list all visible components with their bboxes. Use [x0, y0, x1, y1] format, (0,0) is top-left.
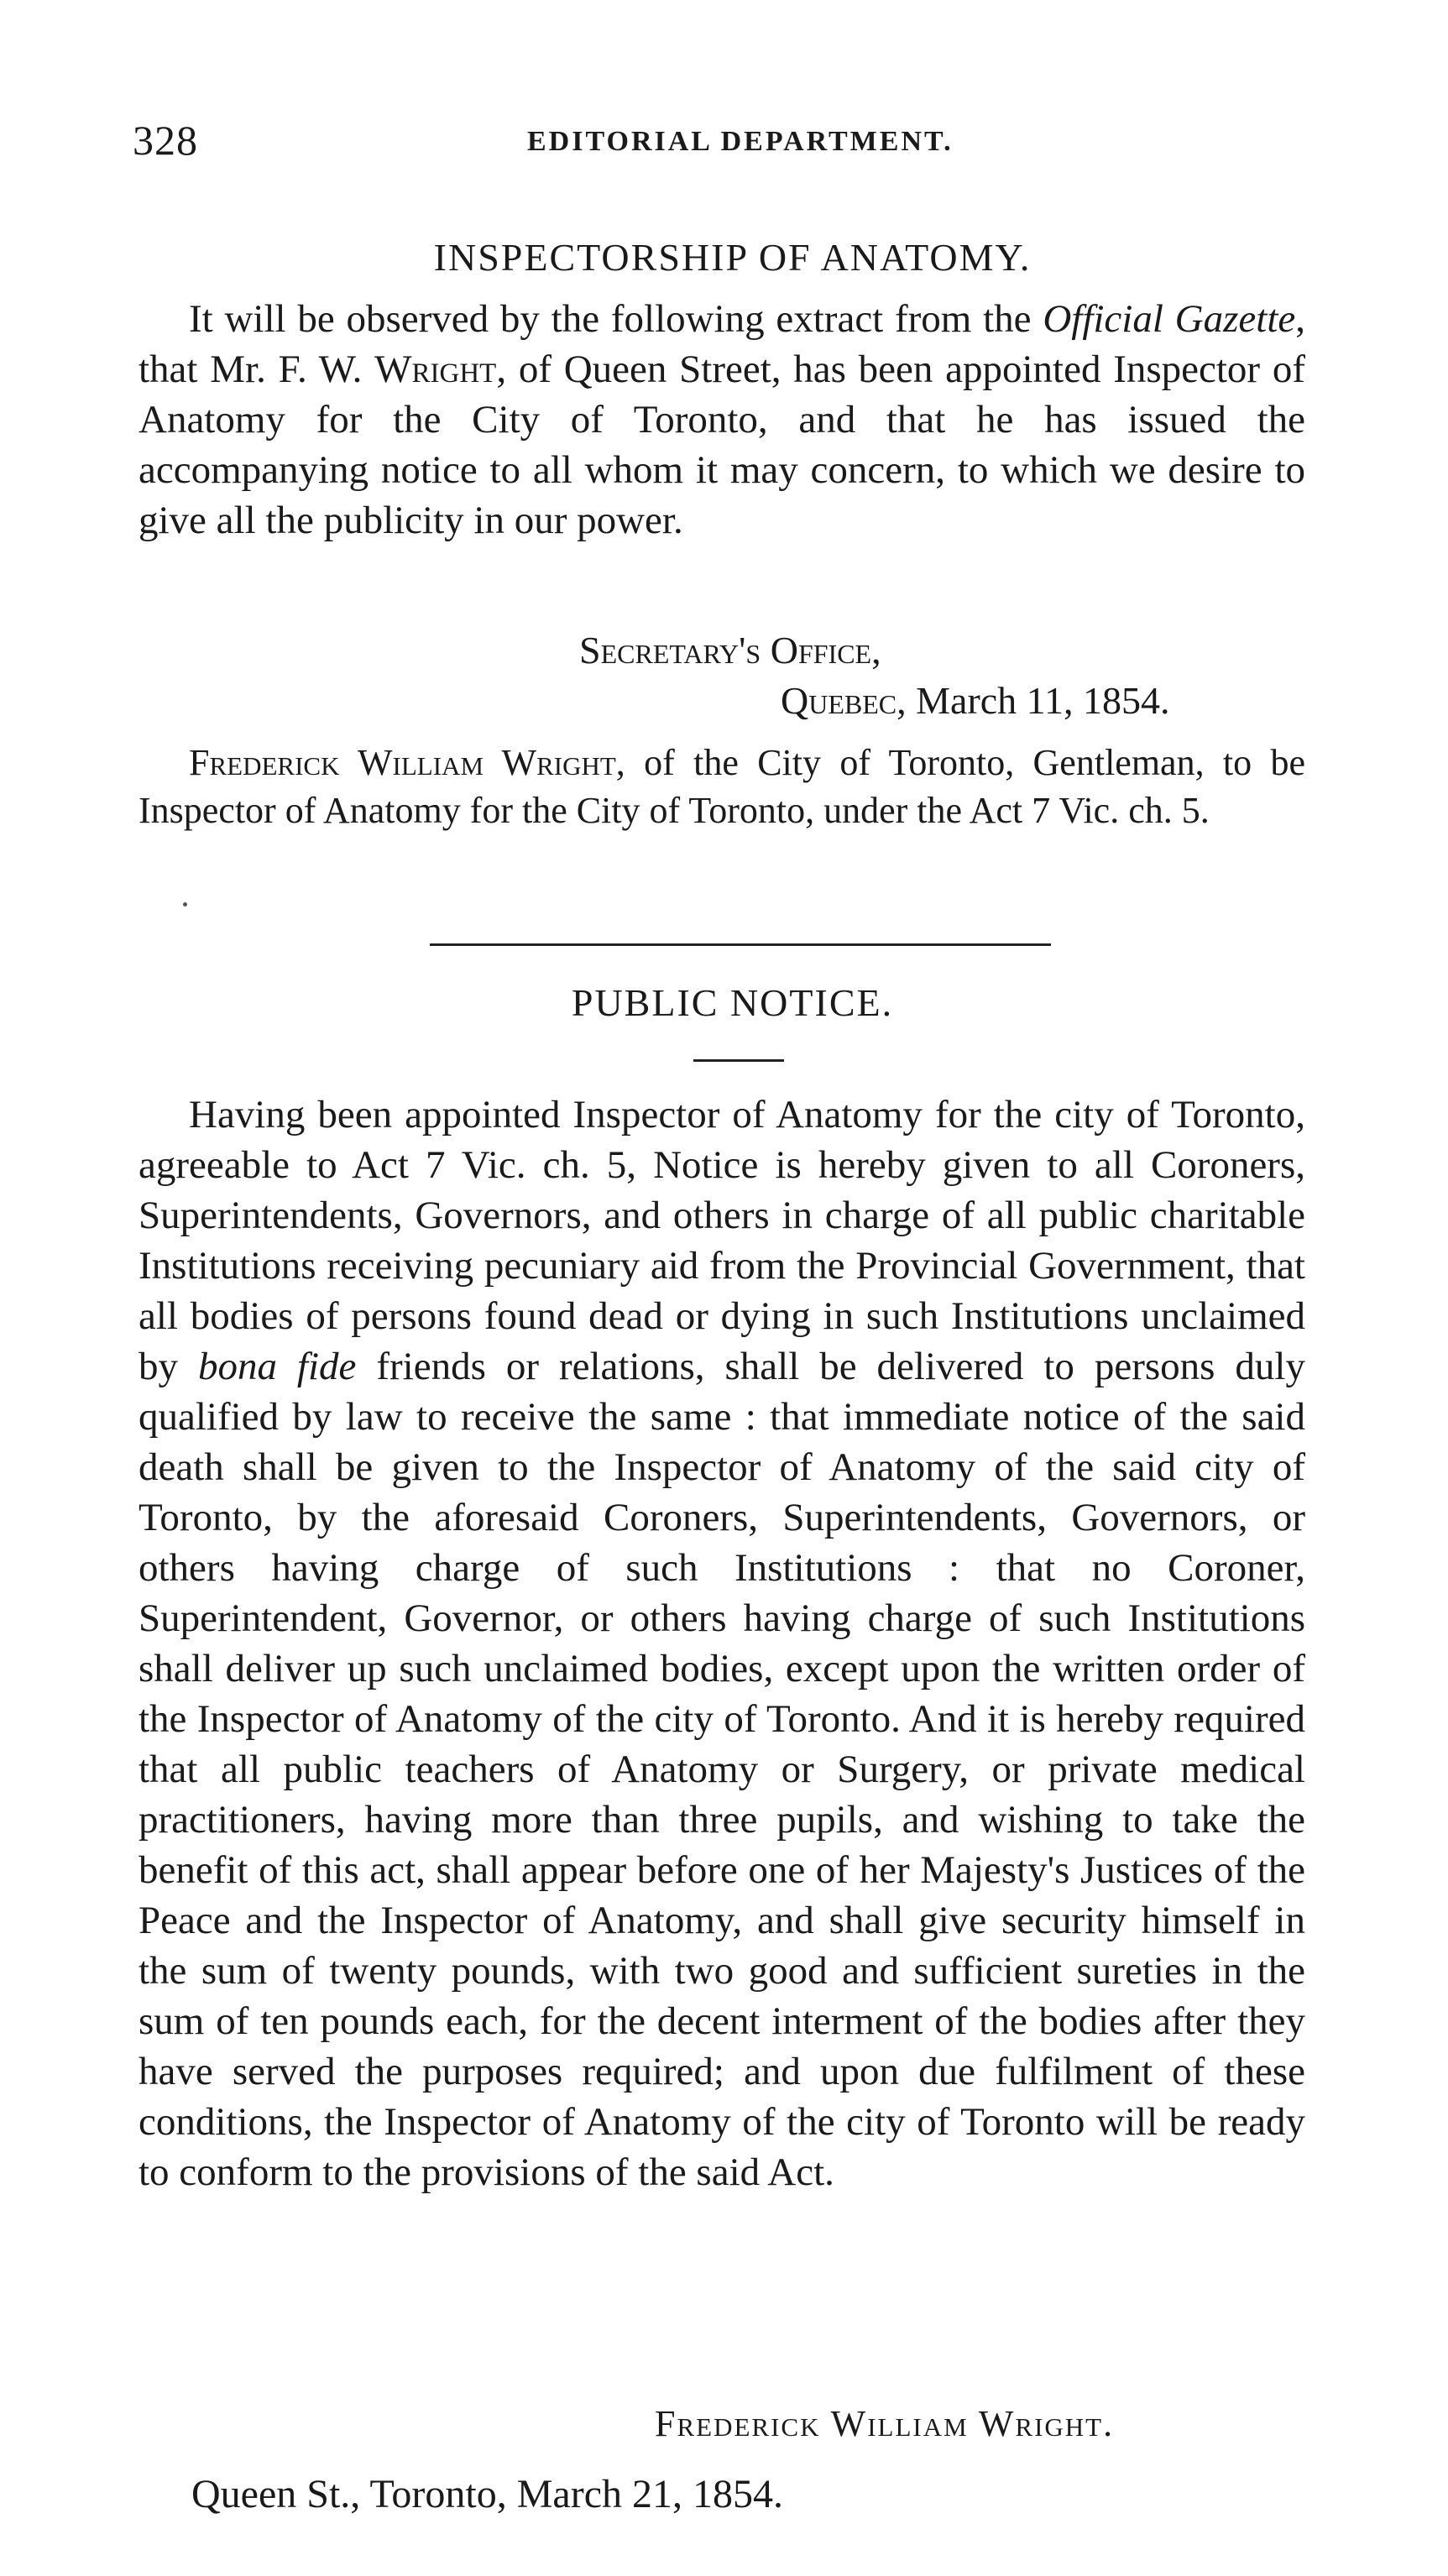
- dateline-date: March 11, 1854.: [906, 679, 1170, 722]
- bona-fide: bona fide: [197, 1345, 357, 1388]
- notice-paragraph: [139, 1089, 1305, 2197]
- notice-place-date: Queen St., Toronto, March 21, 1854.: [191, 2472, 783, 2516]
- wright-name: Wright: [374, 347, 497, 391]
- running-header: [133, 116, 1308, 166]
- intro-paragraph: [139, 294, 1305, 546]
- appointment-paragraph: [139, 739, 1305, 834]
- notice-text-1: Having been appointed Inspector of Anatomy for the city of Toronto, agreeable to Act 7 Vic. ch. 5, Notice is hereby given to all Coroners, Superintendents, Governors, and others in charge of all public charitable Institutions receiving pecuniary aid from the Provincial Government, that all bodies of persons found dead or dying in such Institutions unclaimed by: [139, 1093, 1305, 1388]
- intro-text-3: , of Queen Street, has been appointed Inspector of Anatomy for the City of Toronto, and that he has issued the accompanying notice to all whom it may concern, to which we desire to give all the publicity in our power.: [139, 347, 1305, 542]
- gazette-title: Official Gazette: [1043, 297, 1296, 341]
- notice-signature: Frederick William Wright.: [655, 2403, 1115, 2444]
- page-number: 328: [133, 117, 198, 164]
- title-underline: [693, 1059, 784, 1062]
- dateline-place: Quebec,: [781, 679, 907, 722]
- intro-text-2: , that Mr. F. W.: [139, 297, 1305, 391]
- section-divider: [430, 943, 1051, 946]
- intro-text-1: It will be observed by the following extract from the: [189, 297, 1043, 341]
- running-title: EDITORIAL DEPARTMENT.: [527, 126, 954, 157]
- dateline: [781, 678, 1169, 723]
- secretary-office: Secretary's Office,: [579, 629, 881, 671]
- notice-text-2: friends or relations, shall be delivered to persons duly qualified by law to receive the same : that immediate notice of the said death shall be given to the Inspector of Anatomy of the said city of Toronto, by the aforesaid Coroners, Superintendents, Governors, or others having charge of such Institutions : that no Coroner, Superintendent, Governor, or others having charge of such Institutions shall deliver up such unclaimed bodies, except upon the written order of the Inspector of Anatomy of the city of Toronto. And it is hereby required that all public teachers of Anatomy or Surgery, or private medical practitioners, having more than three pupils, and wishing to take the benefit of this act, shall appear before one of her Majesty's Justices of the Peace and the Inspector of Anatomy, and shall give security himself in the sum of twenty pounds, with two good and sufficient sureties in the sum of ten pounds each, for the decent interment of the bodies after they have served the purposes required; and upon due fulfilment of these conditions, the Inspector of Anatomy of the city of Toronto will be ready to conform to the provisions of the said Act.: [139, 1345, 1305, 2194]
- appointee-name: Frederick William Wright: [189, 742, 616, 783]
- article-title: INSPECTORSHIP OF ANATOMY.: [433, 236, 1032, 279]
- notice-title: PUBLIC NOTICE.: [571, 981, 894, 1024]
- appointment-text: , of the City of Toronto, Gentleman, to be Inspector of Anatomy for the City of Toronto, under the Act 7 Vic. ch. 5.: [139, 742, 1305, 831]
- stray-mark: [183, 902, 187, 907]
